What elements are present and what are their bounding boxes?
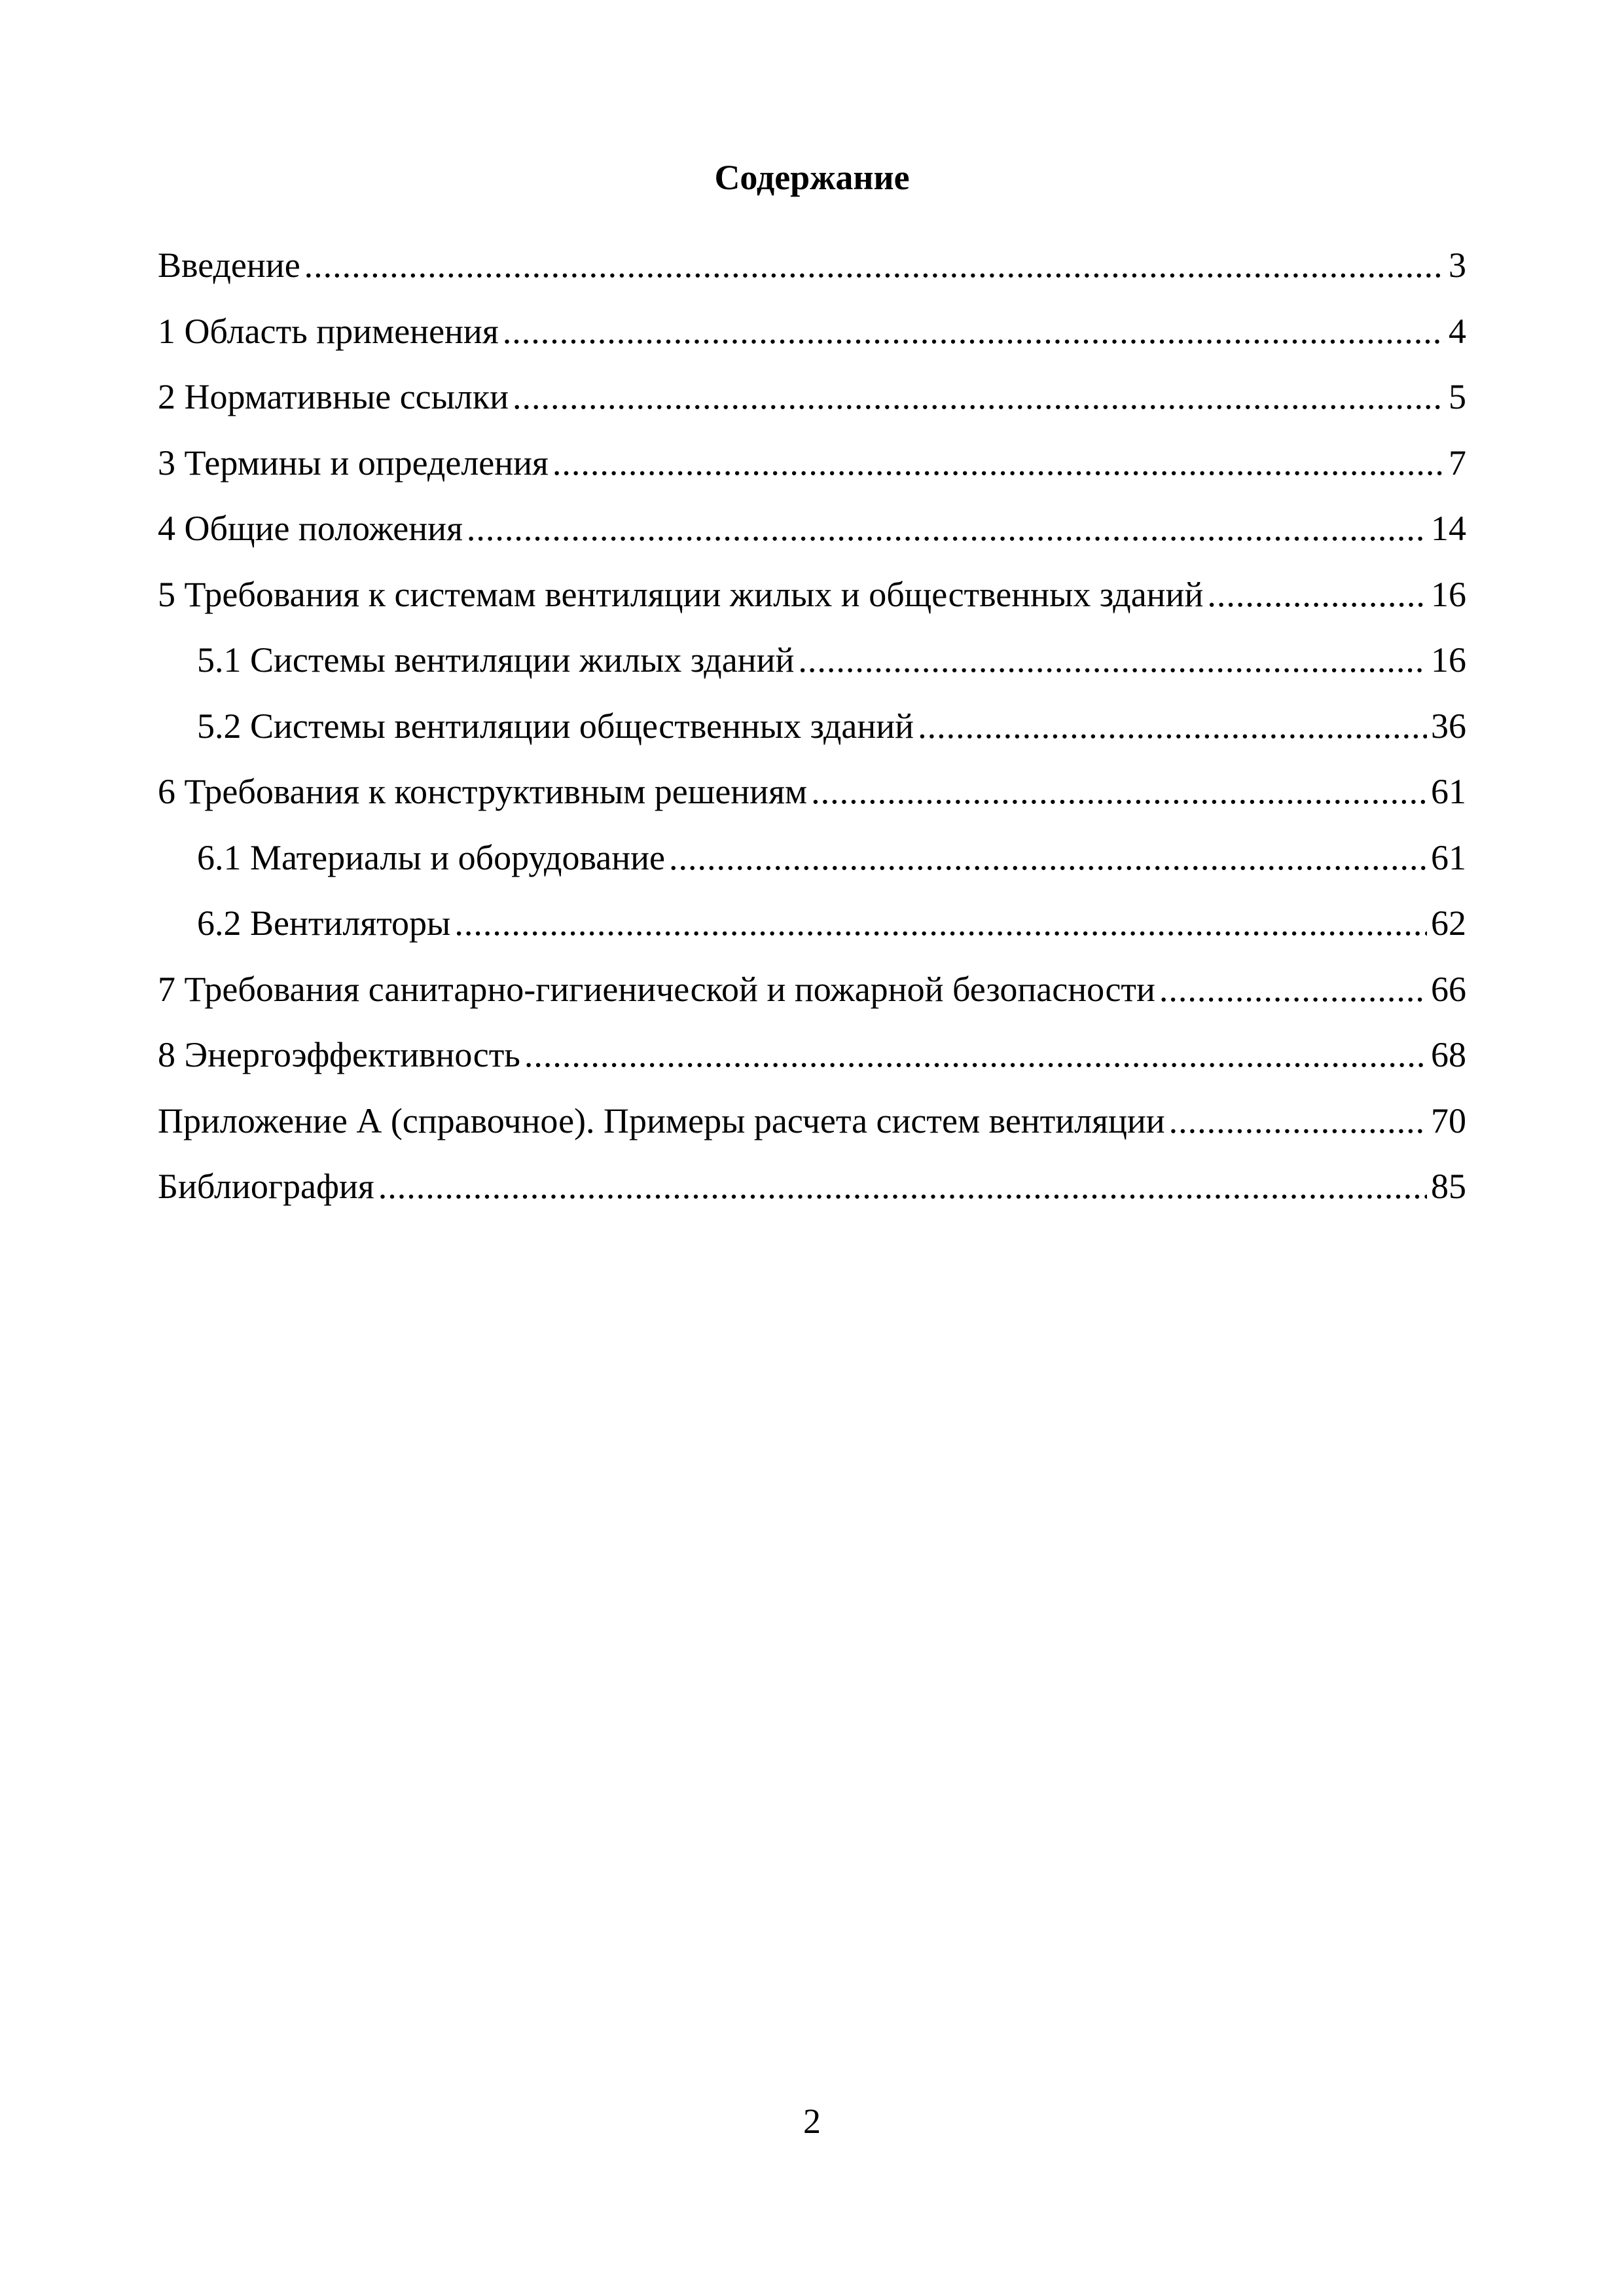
toc-entry-title: 4 Общие положения <box>158 509 463 548</box>
toc-entry[interactable] <box>158 1032 1466 1098</box>
toc-entry[interactable] <box>158 308 1466 374</box>
toc-entry-title: 5.2 Системы вентиляции общественных зданий <box>197 706 914 746</box>
toc-subentry[interactable] <box>158 900 1466 966</box>
toc-entry[interactable] <box>158 1098 1466 1164</box>
toc-entry-page: 61 <box>1431 772 1466 811</box>
toc-leader-dots <box>669 835 1427 881</box>
toc-entry-title: Приложение А (справочное). Примеры расчета систем вентиляции <box>158 1101 1165 1140</box>
toc-leader-dots <box>378 1163 1427 1209</box>
toc-entry-title: 3 Термины и определения <box>158 443 549 483</box>
toc-entry-page: 61 <box>1431 837 1466 877</box>
toc-leader-dots <box>454 900 1427 946</box>
toc-leader-dots <box>1159 966 1427 1012</box>
toc-entry-page: 66 <box>1431 969 1466 1009</box>
toc-entry-title: 2 Нормативные ссылки <box>158 377 509 416</box>
toc-leader-dots <box>503 308 1445 354</box>
table-of-contents <box>158 242 1466 1230</box>
toc-leader-dots <box>552 440 1445 486</box>
toc-leader-dots <box>798 637 1427 683</box>
toc-entry-page: 68 <box>1431 1035 1466 1074</box>
toc-leader-dots <box>513 374 1445 420</box>
toc-leader-dots <box>918 703 1427 749</box>
toc-entry[interactable] <box>158 505 1466 572</box>
toc-entry-page: 62 <box>1431 903 1466 943</box>
toc-entry-page: 14 <box>1431 509 1466 548</box>
page-title: Содержание <box>714 158 910 197</box>
toc-entry-title: 6.1 Материалы и оборудование <box>197 837 665 877</box>
toc-entry-page: 16 <box>1431 640 1466 680</box>
toc-subentry[interactable] <box>158 835 1466 901</box>
toc-entry-title: Введение <box>158 246 300 285</box>
toc-entry-title: 5.1 Системы вентиляции жилых зданий <box>197 640 795 680</box>
toc-entry-title: 6 Требования к конструктивным решениям <box>158 772 808 811</box>
toc-leader-dots <box>1169 1098 1427 1144</box>
toc-entry-title: 8 Энергоэффективность <box>158 1035 520 1074</box>
toc-subentry[interactable] <box>158 703 1466 769</box>
toc-entry-page: 4 <box>1449 311 1466 351</box>
toc-entry-page: 5 <box>1449 377 1466 416</box>
toc-entry-page: 3 <box>1449 246 1466 285</box>
toc-entry[interactable] <box>158 572 1466 638</box>
toc-leader-dots <box>811 769 1427 814</box>
toc-entry[interactable] <box>158 1163 1466 1230</box>
toc-entry-page: 16 <box>1431 574 1466 614</box>
toc-entry[interactable] <box>158 769 1466 835</box>
toc-entry-title: 5 Требования к системам вентиляции жилых и общественных зданий <box>158 574 1204 614</box>
toc-leader-dots <box>524 1032 1427 1078</box>
toc-entry[interactable] <box>158 374 1466 440</box>
toc-subentry[interactable] <box>158 637 1466 703</box>
toc-entry[interactable] <box>158 966 1466 1032</box>
toc-leader-dots <box>1207 572 1427 617</box>
toc-entry-title: 1 Область применения <box>158 311 499 351</box>
toc-entry[interactable] <box>158 242 1466 308</box>
page-number: 2 <box>803 2102 821 2141</box>
toc-entry[interactable] <box>158 440 1466 506</box>
toc-entry-page: 70 <box>1431 1101 1466 1140</box>
toc-entry-title: 7 Требования санитарно-гигиенической и пожарной безопасности <box>158 969 1155 1009</box>
toc-leader-dots <box>467 505 1427 551</box>
toc-entry-title: 6.2 Вентиляторы <box>197 903 451 943</box>
toc-entry-page: 36 <box>1431 706 1466 746</box>
toc-entry-title: Библиография <box>158 1167 374 1206</box>
toc-leader-dots <box>304 242 1445 288</box>
toc-entry-page: 7 <box>1449 443 1466 483</box>
toc-entry-page: 85 <box>1431 1167 1466 1206</box>
